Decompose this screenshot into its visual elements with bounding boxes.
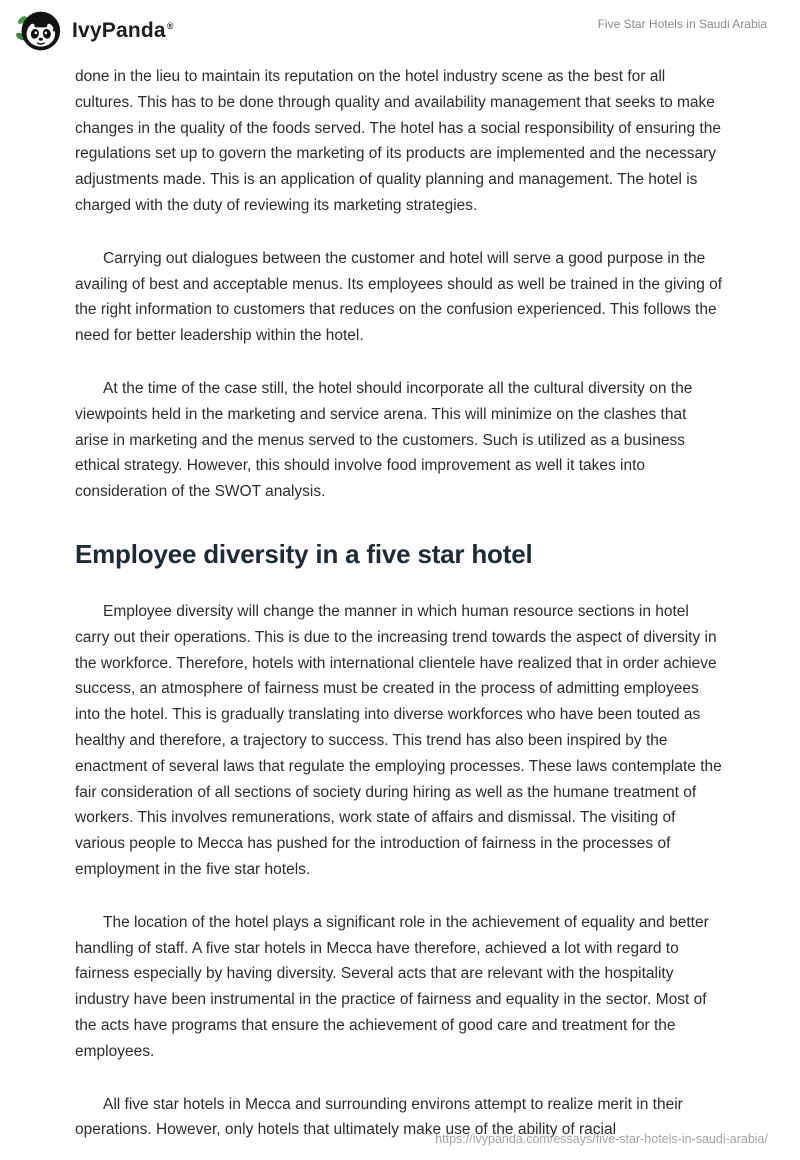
ivypanda-logo-link[interactable] <box>16 8 174 54</box>
section-heading: Employee diversity in a five star hotel <box>75 538 533 569</box>
paragraph: The location of the hotel plays a significant role in the achievement of equality and better handling of staff. A five star hotels in Mecca have therefore, achieved a lot with regard to fairness especially by having diversity. Several acts that are relevant with the hospitality industry have been instrumental in the practice of fairness and equality in the sector. Most of the acts have programs that ensure the achievement of good care and treatment for the employees. <box>75 913 709 1060</box>
brand-name <box>72 19 174 43</box>
paragraph: At the time of the case still, the hotel should incorporate all the cultural diversity on the viewpoints held in the marketing and service arena. This will minimize on the clashes that arise in marketing and the menus served to the customers. Such is utilized as a business ethical strategy. However, this should involve food improvement as well it takes into consideration of the SWOT analysis. <box>75 379 693 501</box>
page-footer <box>435 1130 768 1148</box>
source-url[interactable]: https://ivypanda.com/essays/five-star-hotels-in-saudi-arabia/ <box>435 1132 768 1146</box>
ivypanda-panda-icon <box>16 8 62 54</box>
trademark-symbol: ® <box>166 21 174 31</box>
paragraph: Employee diversity will change the manner in which human resource sections in hotel carry out their operations. This is due to the increasing trend towards the aspect of diversity in the workforce. Therefore, hotels with international clientele have realized that in order achieve success, an atmosphere of fairness must be created in the process of admitting employees into the hotel. This is gradually translating into diverse workforces who have been touted as healthy and therefore, a trajectory to success. This trend has also been inspired by the enactment of several laws that regulate the employing processes. These laws contemplate the fair consideration of all sections of society during hiring as well as the humane treatment of workers. This involves remunerations, work state of affairs and dismissal. The visiting of various people to Mecca has pushed for the introduction of fairness in the processes of employment in the five star hotels. <box>75 602 722 878</box>
paragraph-continuation: done in the lieu to maintain its reputation on the hotel industry scene as the best for all cultures. This has to be done through quality and availability management that seeks to make changes in the quality of the foods served. The hotel has a social responsibility of ensuring the regulations set up to govern the marketing of its products are implemented and the necessary adjustments made. This is an application of quality planning and management. The hotel is charged with the duty of reviewing its marketing strategies. <box>75 68 721 214</box>
paragraph-clipped: All five star hotels in Mecca and surrounding environs attempt to realize merit in their operations. However, only hotels that ultimately make use of the ability of racial <box>75 1095 683 1139</box>
paragraph: Carrying out dialogues between the customer and hotel will serve a good purpose in the availing of best and acceptable menus. Its employees should as well be trained in the giving of the right information to customers that reduces on the confusion experienced. This follows the need for better leadership within the hotel. <box>75 249 723 345</box>
brand-name-text: IvyPanda <box>72 19 166 42</box>
page-header <box>0 0 800 58</box>
document-title: Five Star Hotels in Saudi Arabia <box>597 17 767 31</box>
